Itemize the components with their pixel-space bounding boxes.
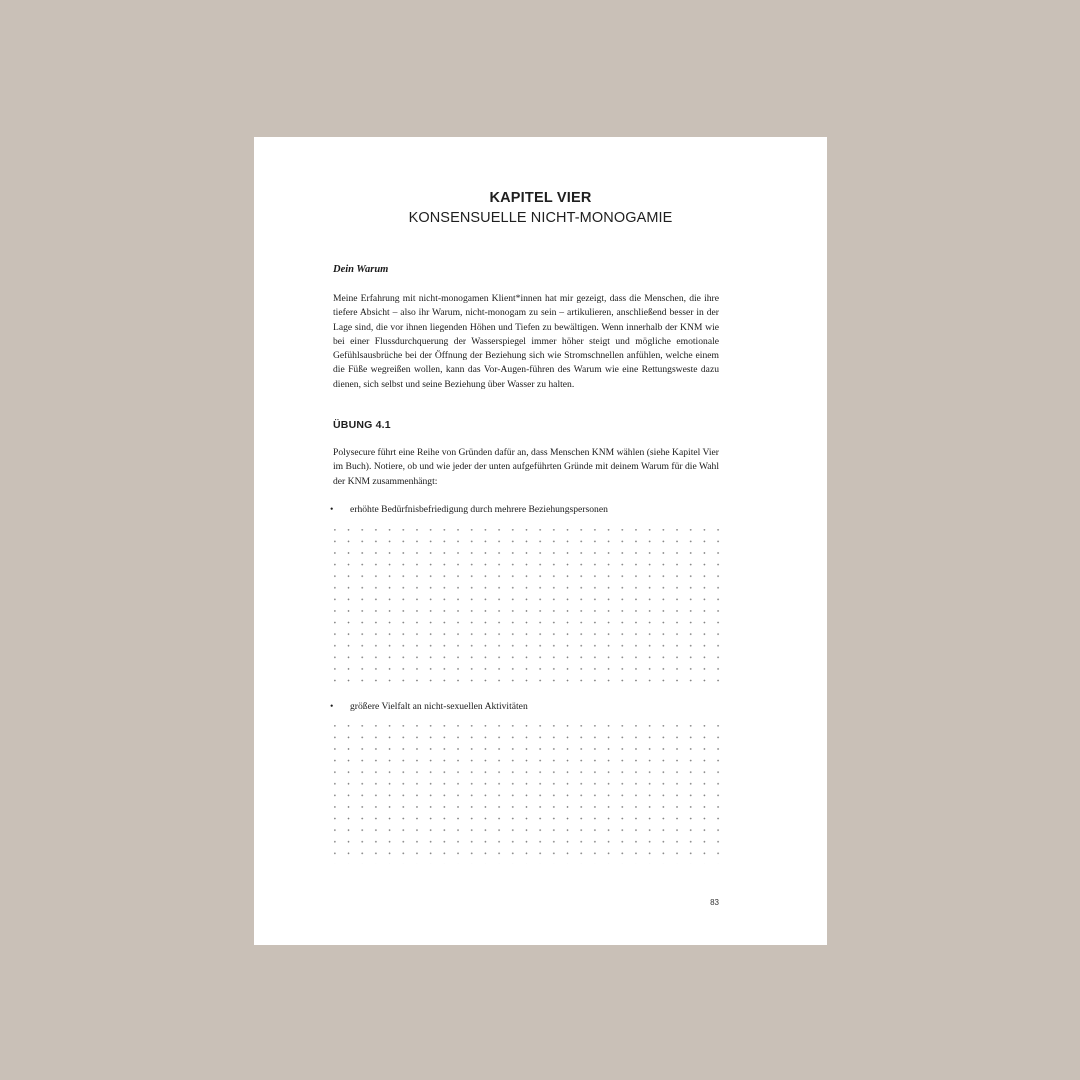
- dot-grid-writing-area[interactable]: [334, 725, 720, 864]
- section-paragraph: Meine Erfahrung mit nicht-monogamen Klient*innen hat mir gezeigt, dass die Menschen, die ihre tiefere Absicht – also ihr Warum, nicht-monogam zu sein – artikulieren, anschließend besser in der Lage sind, die vor ihnen liegenden Höhen und Tiefen zu bewältigen. Wenn innerhalb der KNM wie bei einer Flussdurchquerung der Wasserspiegel immer höher steigt und mögliche emotionale Gefühlsausbrüche bei der Öffnung der Beziehung sich wie Stromschnellen anfühlen, welche einem die Füße wegreißen wollen, kann das Vor-Augen-führen des Warum wie eine Rettungsweste dazu dienen, sich selbst und seine Beziehung über Wasser zu halten.: [333, 293, 719, 390]
- chapter-number: KAPITEL VIER: [489, 190, 592, 206]
- list-item-label: erhöhte Bedürfnisbefriedigung durch mehrere Beziehungspersonen: [350, 504, 608, 515]
- bullet-icon: •: [330, 504, 334, 515]
- list-item-label: größere Vielfalt an nicht-sexuellen Aktivitäten: [350, 701, 528, 712]
- bullet-icon: •: [330, 701, 334, 712]
- page-number: 83: [710, 898, 719, 907]
- list-item: [330, 504, 608, 516]
- exercise-heading: ÜBUNG 4.1: [333, 419, 391, 431]
- exercise-intro: Polysecure führt eine Reihe von Gründen dafür an, dass Menschen KNM wählen (siehe Kapitel Vier im Buch). Notiere, ob und wie jeder der unten aufgeführten Gründe mit deinem Warum für die Wahl der KNM zusammenhängt:: [333, 447, 719, 487]
- section-title: Dein Warum: [333, 264, 389, 275]
- chapter-header: [254, 189, 827, 227]
- list-item: [330, 701, 528, 713]
- chapter-title: KONSENSUELLE NICHT-MONOGAMIE: [408, 210, 673, 226]
- dot-grid-writing-area[interactable]: [334, 529, 720, 691]
- book-page: [254, 137, 827, 945]
